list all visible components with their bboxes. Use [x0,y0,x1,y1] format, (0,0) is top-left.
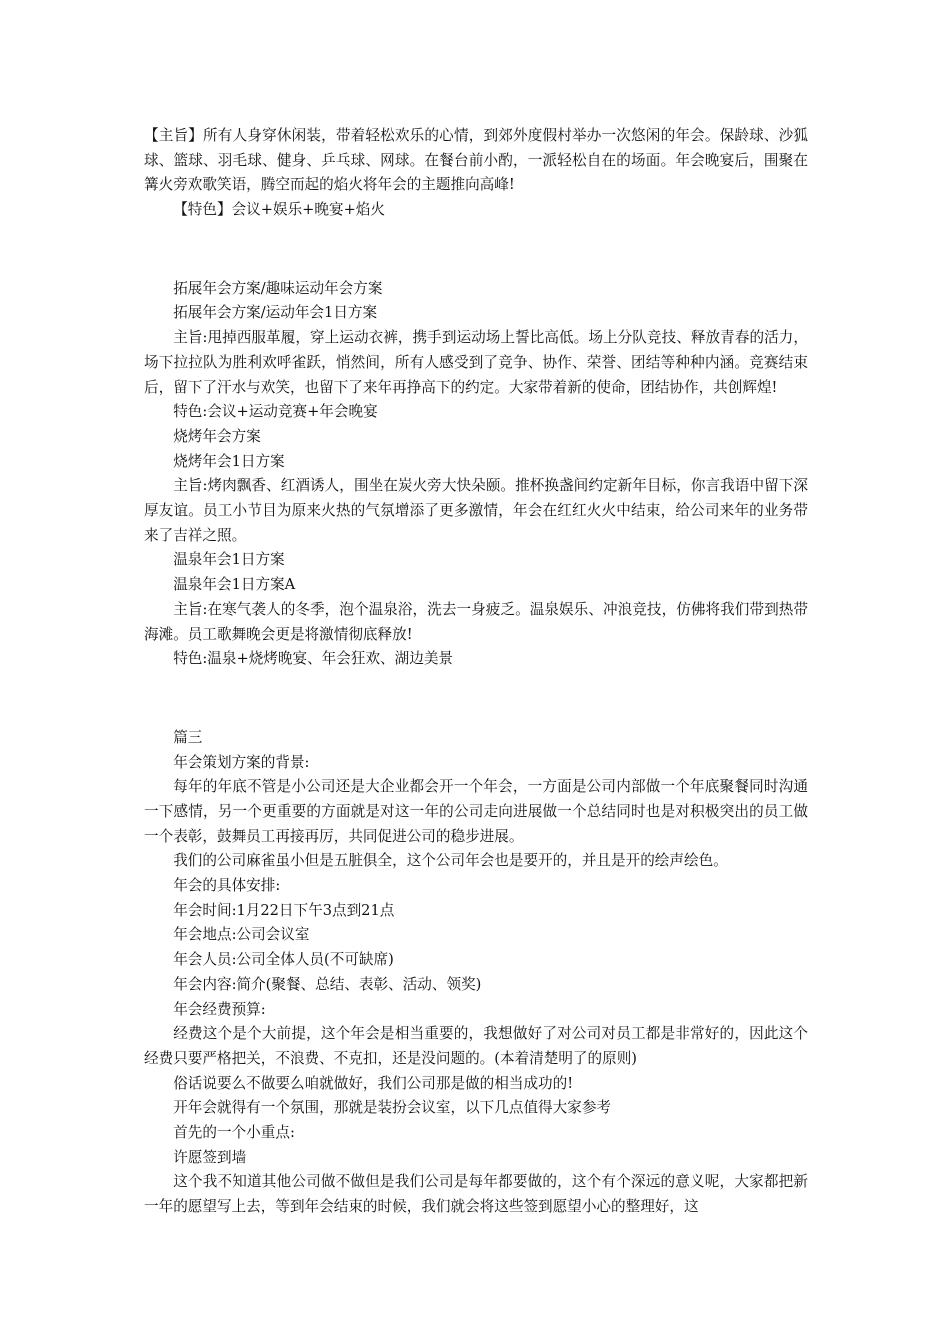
paragraph: 年会人员:公司全体人员(不可缺席) [173,951,394,969]
paragraph: 拓展年会方案/运动年会1日方案 [173,304,378,322]
paragraph: 温泉年会1日方案A [173,576,296,594]
paragraph: 主旨:在寒气袭人的冬季，泡个温泉浴，洗去一身疲乏。温泉娱乐、冲浪竞技，仿佛将我们带到热带海滩。员工歌舞晚会更是将激情彻底释放! [144,600,808,643]
blank-line [144,237,808,262]
paragraph: 这个我不知道其他公司做不做但是我们公司是每年都要做的，这个有个深远的意义呢，大家都把新一年的愿望写上去，等到年会结束的时候，我们就会将这些签到愿望小心的整理好，这 [144,1173,808,1216]
paragraph: 年会经费预算: [173,1000,266,1018]
paragraph: 主旨:烤肉飘香、红酒诱人，围坐在炭火旁大快朵颐。推杯换盏间约定新年目标，你言我语中留下深厚友谊。员工小节目为原来火热的气氛增添了更多激情，年会在红红火火中结束，给公司来年的业务带来了吉祥之照。 [144,477,808,544]
paragraph: 年会时间:1月22日下午3点到21点 [173,901,395,919]
paragraph: 特色:温泉+烧烤晚宴、年会狂欢、湖边美景 [173,650,454,668]
paragraph: 经费这个是个大前提，这个年会是相当重要的，我想做好了对公司对员工都是非常好的，因此这个经费只要严格把关，不浪费、不克扣，还是没问题的。(本着清楚明了的原则) [144,1025,808,1067]
document-page [144,124,808,1220]
paragraph: 年会的具体安排: [173,877,281,895]
paragraph: 开年会就得有一个氛围，那就是装扮会议室，以下几点值得大家参考 [173,1099,612,1117]
blank-line [144,687,808,712]
paragraph: 许愿签到墙 [173,1148,247,1166]
paragraph: 俗话说要么不做要么咱就做好，我们公司那是做的相当成功的! [173,1074,574,1092]
paragraph: 年会内容:简介(聚餐、总结、表彰、活动、领奖) [173,975,482,993]
paragraph: 烧烤年会方案 [173,427,261,445]
paragraph: 【特色】会议+娱乐+晚宴+焰火 [173,201,385,219]
paragraph: 篇三 [173,728,203,746]
paragraph: 拓展年会方案/趣味运动年会方案 [173,279,383,297]
paragraph: 年会地点:公司会议室 [173,926,310,944]
paragraph: 主旨:甩掉西服革履，穿上运动衣裤，携手到运动场上誓比高低。场上分队竞技、释放青春的活力，场下拉拉队为胜利欢呼雀跃，悄然间，所有人感受到了竞争、协作、荣誉、团结等种种内涵。竞赛结束后，留下了汗水与欢笑，也留下了来年再挣高下的约定。大家带着新的使命，团结协作，共创辉煌! [144,329,808,396]
paragraph: 首先的一个小重点: [173,1124,295,1142]
paragraph: 特色:会议+运动竞赛+年会晚宴 [173,403,378,421]
paragraph: 每年的年底不管是小公司还是大企业都会开一个年会，一方面是公司内部做一个年底聚餐同时沟通一下感情，另一个更重要的方面就是对这一年的公司走向进展做一个总结同时也是对积极突出的员工做一个表彰，鼓舞员工再接再厉，共同促进公司的稳步进展。 [144,778,808,845]
paragraph: 烧烤年会1日方案 [173,452,285,470]
paragraph: 【主旨】所有人身穿休闲装，带着轻松欢乐的心情，到郊外度假村举办一次悠闲的年会。保龄球、沙狐球、篮球、羽毛球、健身、乒乓球、网球。在餐台前小酌，一派轻松自在的场面。年会晚宴后，围聚在篝火旁欢歌笑语，腾空而起的焰火将年会的主题推向高峰! [144,127,808,194]
paragraph: 温泉年会1日方案 [173,551,285,569]
paragraph: 我们的公司麻雀虽小但是五脏俱全，这个公司年会也是要开的，并且是开的绘声绘色。 [173,852,728,870]
paragraph: 年会策划方案的背景: [173,753,310,771]
